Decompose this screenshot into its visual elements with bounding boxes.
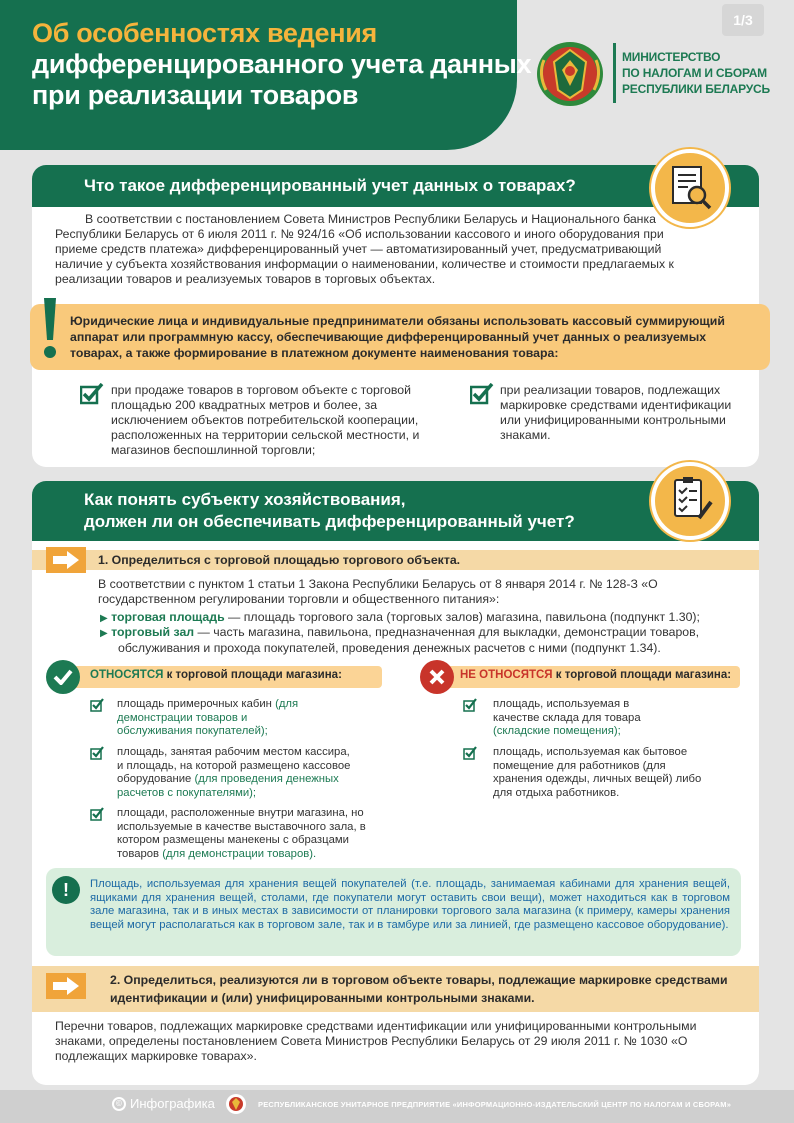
page-title: Об особенностях ведения дифференцированного учета данных при реализации товаров (32, 18, 532, 110)
footer-brand: Инфографика (130, 1096, 215, 1111)
checkbox-checked-icon (90, 698, 104, 712)
storage-note-text: Площадь, используемая для хранения вещей покупателей (т.е. площадь, занимаемая кабинами для хранения вещей, ящиками для хранения вещей, столами, где покупатели могут оставить свои вещи), может находиться как в торговом зале магазина, так и в иных местах в зависимости от планировки торгового зала магазина (к примеру, камеры хранения вещей могут располагаться как в торговом зале, так и в тамбуре или за линией, где размещено кассовое оборудование). (90, 878, 730, 931)
checkbox-checked-icon (463, 746, 477, 760)
exclamation-icon (38, 298, 62, 360)
arrow-right-icon (46, 547, 86, 573)
obligation-alert-text: Юридические лица и индивидуальные предприниматели обязаны использовать кассовый суммирующий аппарат или программную кассу, обеспечивающие дифференцированный учет данных о реализуемых товарах, а также формирование в платежном документе наименования товара: (70, 314, 725, 360)
list-item: при продаже товаров в торговом объекте с торговой площадью 200 квадратных метров и более, за исключением объектов потребительской кооперации, расположенных на территории сельской местности, и магазинов беспошлинной торговли; (111, 383, 420, 457)
checklist-icon (651, 462, 729, 540)
checkbox-checked-icon (90, 746, 104, 760)
cross-circle-icon (420, 660, 454, 694)
list-item: при реализации товаров, подлежащих маркировке средствами идентификации или унифицированными контрольными знаками. (500, 383, 732, 442)
checkbox-checked-icon (470, 383, 494, 405)
final-paragraph: Перечни товаров, подлежащих маркировке средствами идентификации или унифицированными контрольными знаками, определены постановлением Совета Министров Республики Беларусь от 29 июля 2011 г. № 1030 «О подлежащих маркировке товарах». (55, 1019, 697, 1063)
not-relates-tag: НЕ ОТНОСЯТСЯ к торговой площади магазина: (440, 666, 740, 688)
list-item: площадь, используемая в качестве склада для товара (складские помещения); (493, 698, 641, 737)
definition-text: — часть магазина, павильона, предназначенная для выкладки, демонстрации товаров, обслуживания и прохода покупателей, проведения денежных расчетов с ними (подпункт 1.34). (118, 625, 700, 655)
relates-tag: ОТНОСЯТСЯ к торговой площади магазина: (70, 666, 382, 688)
state-emblem-icon (225, 1093, 247, 1115)
header-divider (613, 43, 616, 103)
definition-item: ▶ торговый зал — часть магазина, павильона, предназначенная для выкладки, демонстрации товаров, обслуживания и прохода покупателей, проведения денежных расчетов с ними (подпункт 1.34). (100, 625, 700, 655)
section2-heading: Как понять субъекту хозяйствования, должен ли он обеспечивать дифференцированный учет? (32, 481, 759, 541)
section1-paragraph: В соответствии с постановлением Совета Министров Республики Беларусь и Национального банка Республики Беларусь от 6 июля 2011 г. № 924/16 «Об использовании кассового и иного оборудования при приеме средств платежа» дифференцированный учет — автоматизированный учет, предусматривающий наличие у субъекта хозяйствования информации о наименовании, количестве и стоимости предлагаемых к реализации товаров и реализуемых товаров в торговых объектах. (55, 212, 674, 286)
list-item: площадь, занятая рабочим местом кассира, и площадь, на которой размещено кассовое оборудование (для проведения денежных расчетов с покупателями); (117, 746, 351, 799)
checkbox-checked-icon (80, 383, 104, 405)
page-number-badge: 1/3 (722, 4, 764, 36)
definition-term: торговый зал (111, 625, 195, 639)
definition-item: ▶ торговая площадь — площадь торгового зала (торговых залов) магазина, павильона (подпункт 1.30); (100, 610, 700, 624)
law-reference: В соответствии с пунктом 1 статьи 1 Закона Республики Беларусь от 8 января 2014 г. № 128-З «О государственном регулировании торговли и общественного питания»: (98, 577, 658, 606)
checkbox-checked-icon (463, 698, 477, 712)
footer-organization: РЕСПУБЛИКАНСКОЕ УНИТАРНОЕ ПРЕДПРИЯТИЕ «ИНФОРМАЦИОННО-ИЗДАТЕЛЬСКИЙ ЦЕНТР ПО НАЛОГАМ И СБОРАМ» (258, 1100, 732, 1109)
copyright-icon: © (112, 1097, 126, 1111)
exclamation-circle-icon: ! (52, 876, 80, 904)
arrow-right-icon (46, 973, 86, 999)
list-item: площадь примерочных кабин (для демонстрации товаров и обслуживания покупателей); (117, 698, 299, 737)
check-circle-icon (46, 660, 80, 694)
step2-text: 2. Определиться, реализуются ли в торговом объекте товары, подлежащие маркировке средствами идентификации и (или) унифицированными контрольными знаками. (110, 973, 728, 1005)
list-item: площади, расположенные внутри магазина, но используемые в качестве выставочного зала, в котором размещены манекены с образцами товаров (для демонстрации товаров). (117, 807, 366, 860)
checkbox-checked-icon (90, 807, 104, 821)
ministry-name: МИНИСТЕРСТВО ПО НАЛОГАМ И СБОРАМ РЕСПУБЛИКИ БЕЛАРУСЬ (622, 50, 770, 96)
definition-text: — площадь торгового зала (торговых залов) магазина, павильона (подпункт 1.30); (224, 610, 700, 624)
section1-heading: Что такое дифференцированный учет данных о товарах? (32, 165, 759, 207)
state-emblem-icon (534, 40, 606, 108)
step1-text: 1. Определиться с торговой площадью торгового объекта. (98, 553, 461, 567)
list-item: площадь, используемая как бытовое помещение для работников (для хранения одежды, личных вещей) либо для отдыха работников. (493, 746, 702, 799)
definition-term: торговая площадь (111, 610, 225, 624)
